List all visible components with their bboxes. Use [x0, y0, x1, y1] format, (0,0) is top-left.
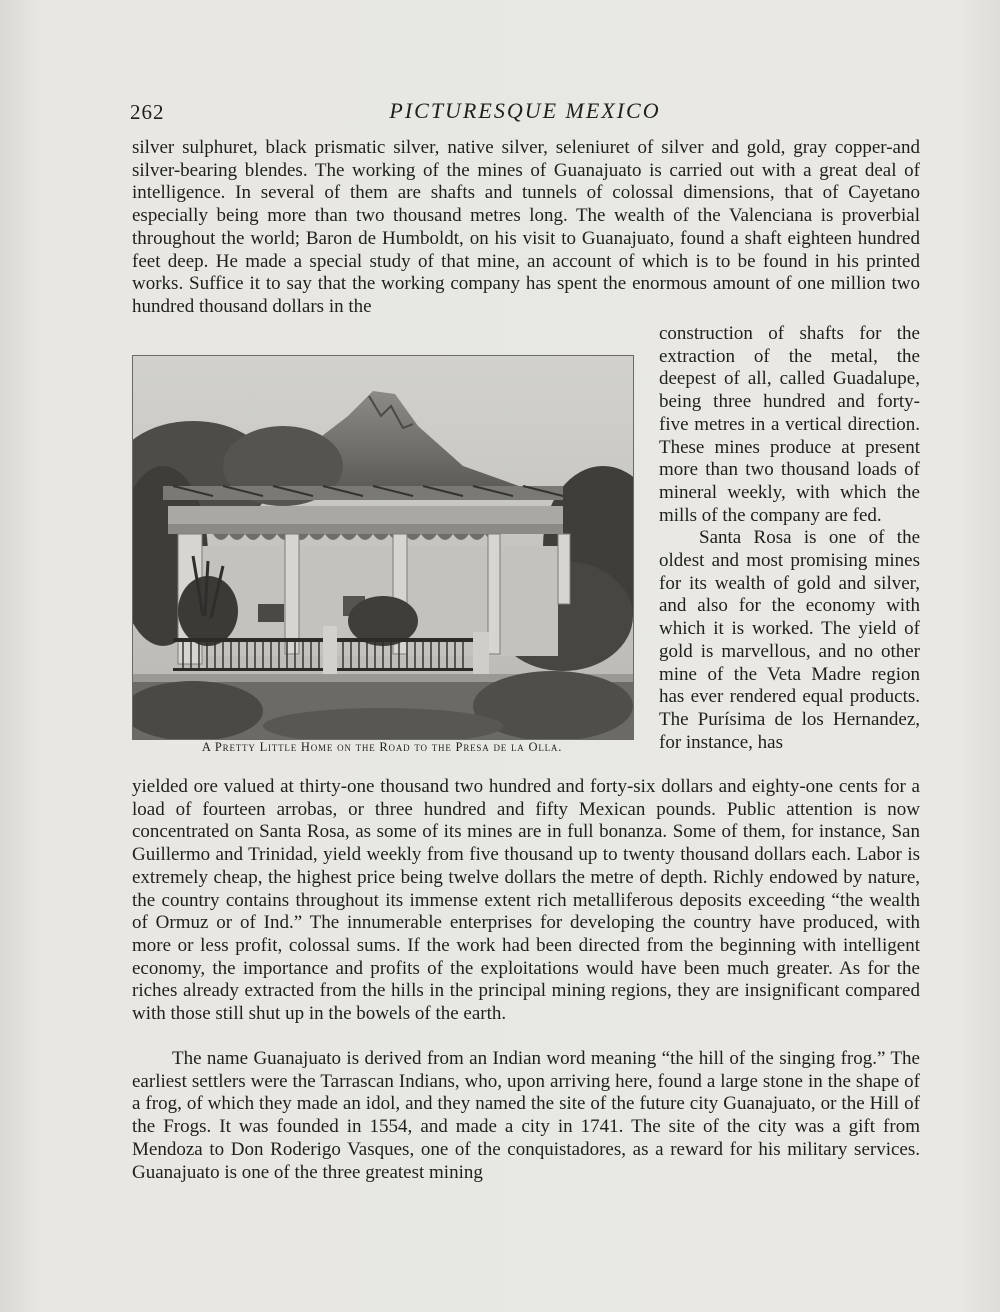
- page-number: 262: [130, 100, 165, 124]
- running-title: PICTURESQUE MEXICO: [389, 98, 661, 123]
- top-paragraph: silver sulphuret, black prismatic silver, native silver, seleniuret of silver and gold, gray copper-and silver-bearing blendes. The working of the mines of Guanajuato is carried out with a great deal of intelligence. In several of them are shafts and tunnels of colossal dimensions, that of Cayetano especially being more than two thousand metres long. The wealth of the Valenciana is proverbial throughout the world; Baron de Humboldt, on his visit to Guanajuato, found a shaft eighteen hundred feet deep. He made a special study of that mine, an account of which is to be found in his printed works. Suffice it to say that the working company has spent the enormous amount of one million two hundred thousand dollars in the: [132, 137, 920, 317]
- last-paragraph: The name Guanajuato is derived from an Indian word meaning “the hill of the singing frog.” The earliest settlers were the Tarrascan Indians, who, upon arriving here, found a large stone in the shape of a frog, of which they made an idol, and they named the site of the future city Guanajuato, or the Hill of the Frogs. It was founded in 1554, and made a city in 1741. The site of the city was a gift from Mendoza to Don Roderigo Vasques, one of the conquistadores, as a reward for his military services. Guanajuato is one of the three greatest mining: [132, 1048, 920, 1183]
- side-column-paragraph-2: Santa Rosa is one of the oldest and most promising mines for its wealth of gold and silver, and also for the economy with which it is worked. The yield of gold is marvellous, and no other mine of the Veta Madre region has ever rendered equal products. The Purísima de los Hernandez, for instance, has: [659, 527, 920, 753]
- figure-caption: A Pretty Little Home on the Road to the Presa de la Olla.: [201, 740, 563, 754]
- photo-pretty-little-home: [132, 355, 634, 740]
- lower-paragraph: yielded ore valued at thirty-one thousand two hundred and forty-six dollars and eighty-one cents for a load of fourteen arrobas, or three hundred and fifty Mexican pounds. Public attention is now concentrated on Santa Rosa, as some of its mines are in full bonanza. Some of them, for instance, San Guillermo and Trinidad, yield weekly from five thousand up to twenty thousand dollars each. Labor is extremely cheap, the highest price being twelve dollars the metre of depth. Richly endowed by nature, the country contains throughout its immense extent rich metalliferous deposits exceeding “the wealth of Ormuz or of Ind.” The innumerable enterprises for developing the country have produced, with more or less profit, colossal sums. If the work had been directed from the beginning with intelligent economy, the importance and profits of the exploitations would have been much greater. As for the riches already extracted from the hills in the principal mining regions, they are insignificant compared with those still shut up in the bowels of the earth.: [132, 776, 920, 1025]
- side-column: [659, 323, 920, 754]
- page-header: [130, 96, 920, 128]
- side-column-paragraph-1: construction of shafts for the extraction of the metal, the deepest of all, called Guadalupe, being three hundred and forty-five metres in a vertical direction. These mines produce at present more than two thousand loads of mineral weekly, with which the mills of the company are fed.: [659, 323, 920, 526]
